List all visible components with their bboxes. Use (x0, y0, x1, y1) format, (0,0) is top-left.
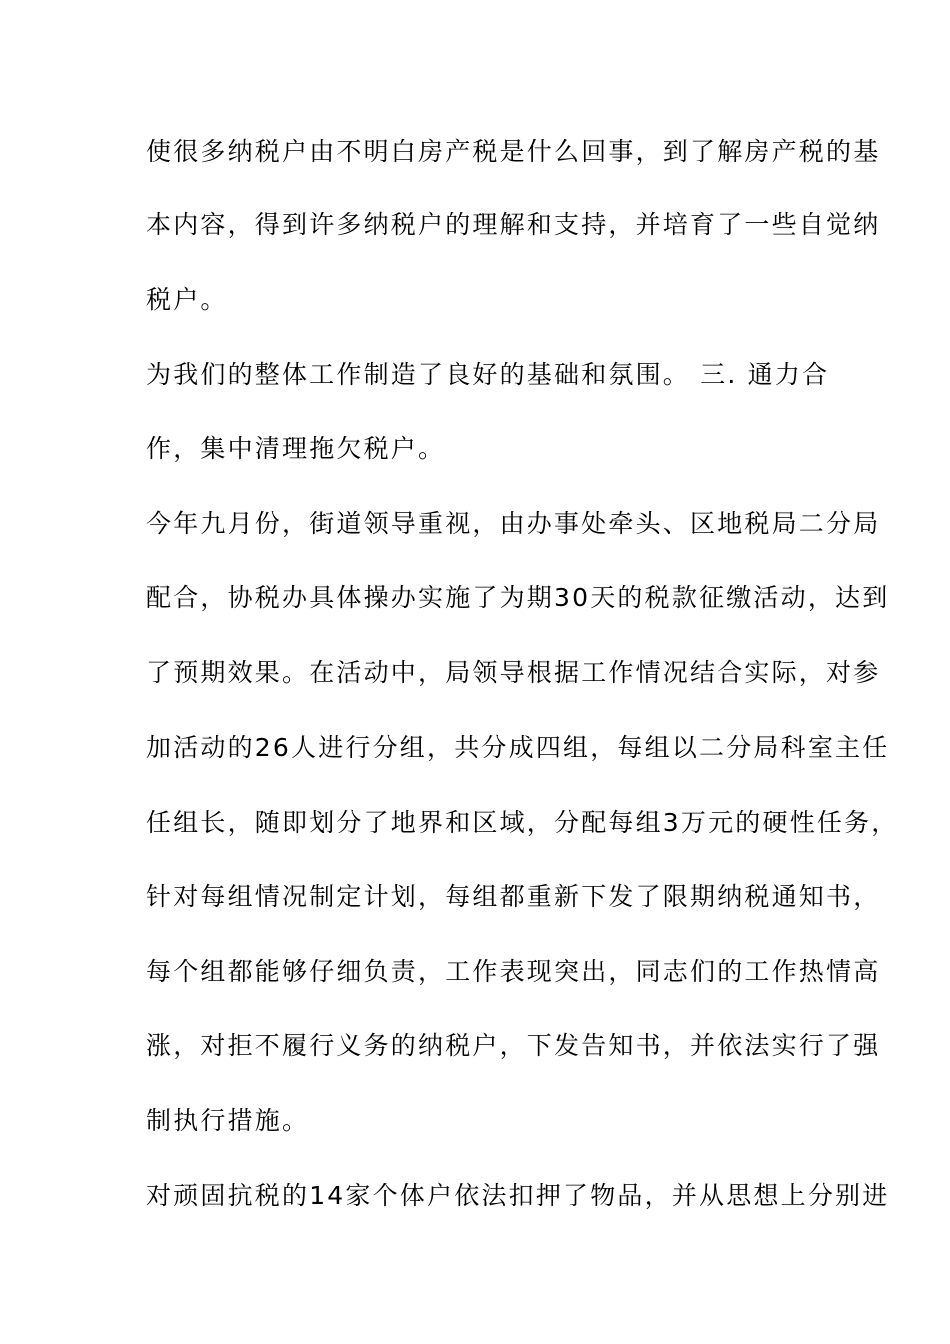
text-line: 本内容，得到许多纳税户的理解和支持，并培育了一些自觉纳 (146, 210, 881, 239)
text-line: 了预期效果。在活动中，局领导根据工作情况结合实际，对参 (146, 658, 881, 687)
text-line: 使很多纳税户由不明白房产税是什么回事，到了解房产税的基 (146, 137, 881, 166)
text-line: 今年九月份，街道领导重视，由办事处牵头、区地税局二分局 (146, 509, 881, 538)
text-line: 针对每组情况制定计划，每组都重新下发了限期纳税通知书， (146, 882, 881, 911)
text-line: 作，集中清理拖欠税户。 (146, 434, 446, 463)
text-line: 配合，协税办具体操办实施了为期30天的税款征缴活动，达到 (146, 583, 890, 612)
text-line: 每个组都能够仔细负责，工作表现突出，同志们的工作热情高 (146, 957, 881, 986)
text-line: 加活动的26人进行分组，共分成四组，每组以二分局科室主任 (146, 733, 890, 762)
text-line: 任组长，随即划分了地界和区域，分配每组3万元的硬性任务， (146, 808, 899, 837)
text-line: 为我们的整体工作制造了良好的基础和氛围。 三. 通力合 (146, 360, 830, 389)
text-line: 对顽固抗税的14家个体户依法扣押了物品，并从思想上分别进 (146, 1181, 890, 1210)
text-line: 税户。 (146, 285, 228, 314)
text-line: 制执行措施。 (146, 1106, 310, 1135)
text-line: 涨，对拒不履行义务的纳税户，下发告知书，并依法实行了强 (146, 1031, 881, 1060)
